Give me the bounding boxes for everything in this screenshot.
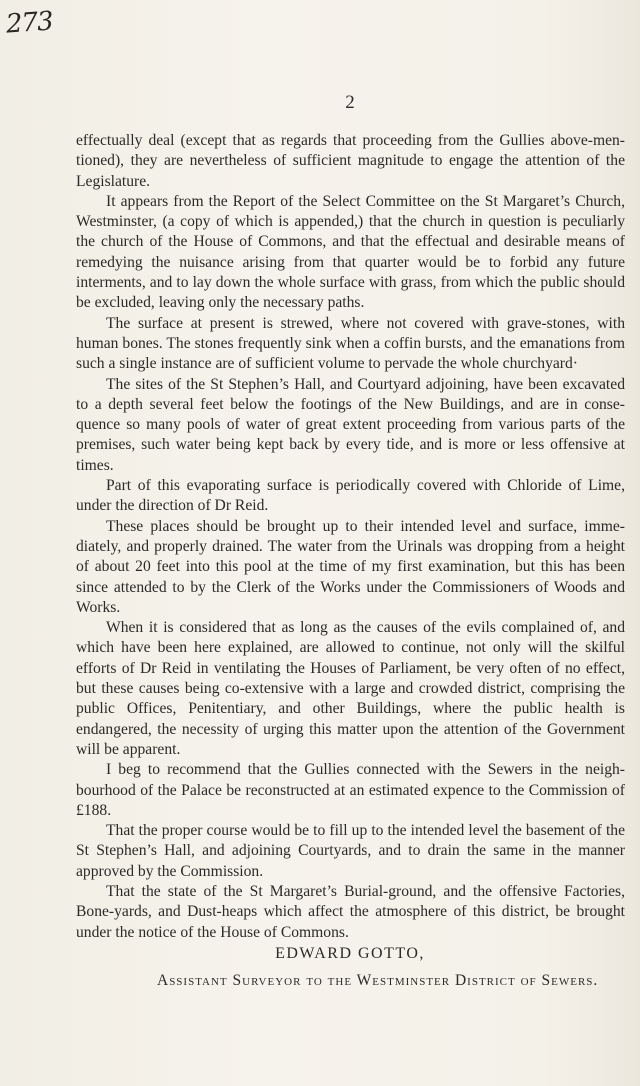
paragraph-continuation: effectually deal (except that as regards that proceeding from the Gullies above-men-tioned), they are nevertheless of sufficient magnitude to engage the attention of the Legislature. xyxy=(76,132,625,190)
paragraph-chloride-of-lime: Part of this evaporating surface is periodically covered with Chloride of Lime, under the direction of Dr Reid. xyxy=(76,477,625,515)
page-number: 2 xyxy=(345,92,355,113)
paragraph-drainage: These places should be brought up to their intended level and surface, imme-diately, and properly drained. The water from the Urinals was dropping from a height of about 20 feet into this pool at the time of my first examination, but this has been since attended to by the Clerk of the Works under the Commissioners of Woods and Works. xyxy=(76,517,625,616)
paragraph-burial-ground: That the state of the St Margaret’s Burial-ground, and the offensive Factories, Bone-yards, and Dust-heaps which affect the atmosphere of this district, be brought under the notice of the House of Commons. xyxy=(76,882,625,941)
paragraph-st-stephens-hall: The sites of the St Stephen’s Hall, and Courtyard adjoining, have been excavated to a depth several feet below the footings of the New Buildings, and are in conse-quence so many pools of water of great extent proceeding from various parts of the premises, such water being kept back by every tide, and is more or less offensive at times. xyxy=(76,375,625,474)
paragraph-st-margarets-report: It appears from the Report of the Select Committee on the St Margaret’s Church, Westminster, (a copy of which is appended,) that the church in question is peculiarly the church of the House of Commons, and that the effectual and desirable means of remedying the nuisance arising from that quarter would be to forbid any future interments, and to lay down the whole surface with grass, from which the public should be excluded, leaving only the necessary paths. xyxy=(76,192,625,312)
paragraph-gullies-recommendation: I beg to recommend that the Gullies connected with the Sewers in the neigh-bourhood of the Palace be reconstructed at an estimated expence to the Commission of £188. xyxy=(76,761,625,819)
signature-title: Assistant Surveyor to the Westminster District of Sewers. xyxy=(157,972,599,989)
paragraph-basement-fill: That the proper course would be to fill up to the intended level the basement of the St Stephen’s Hall, and adjoining Courtyards, and to drain the same in the manner approved by the Commission. xyxy=(76,822,625,880)
paragraph-human-bones: The surface at present is strewed, where not covered with grave-stones, with human bones. The stones frequently sink when a coffin bursts, and the emanations from such a single instance are of sufficient volume to pervade the whole churchyard· xyxy=(76,314,625,373)
handwritten-folio-mark: 273 xyxy=(5,6,54,40)
paragraph-ventilation: When it is considered that as long as the causes of the evils complained of, and which have been here explained, are allowed to continue, not only will the skilful efforts of Dr Reid in ventilating the Houses of Parliament, be very often of no effect, but these causes being co-extensive with a large and crowded district, comprising the public Offices, Penitentiary, and other Buildings, where the public health is endangered, the necessity of urging this matter upon the attention of the Government will be apparent. xyxy=(76,619,625,758)
signature-name: EDWARD GOTTO, xyxy=(275,945,425,962)
body-text xyxy=(76,131,625,943)
